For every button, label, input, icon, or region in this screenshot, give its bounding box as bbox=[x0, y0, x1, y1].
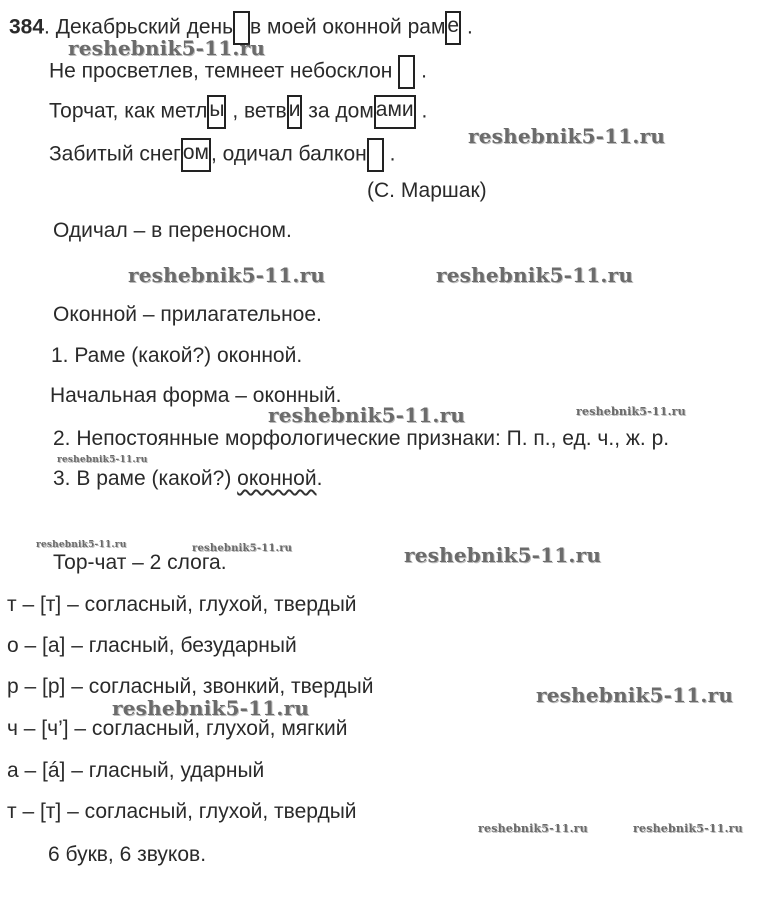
ending-box: ы bbox=[207, 95, 226, 129]
empty-morpheme-box bbox=[367, 138, 384, 172]
phonetic-row: т – [т] – согласный, глухой, твердый bbox=[7, 800, 357, 823]
watermark: reshebnik5-11.ru bbox=[57, 455, 148, 465]
poem-text: , ветв bbox=[232, 99, 287, 123]
watermark: reshebnik5-11.ru bbox=[68, 36, 266, 60]
phonetic-row: т – [т] – согласный, глухой, твердый bbox=[7, 593, 357, 616]
watermark: reshebnik5-11.ru bbox=[468, 124, 666, 148]
watermark: reshebnik5-11.ru bbox=[436, 263, 634, 287]
poem-text: . bbox=[466, 15, 473, 39]
analysis-item-1: 1. Раме (какой?) оконной. bbox=[51, 344, 303, 367]
poem-text: . bbox=[421, 59, 427, 83]
analysis-item-3 bbox=[53, 466, 322, 492]
poem-text: Забитый снег bbox=[49, 142, 181, 166]
poem-text: Торчат, как метл bbox=[49, 99, 208, 123]
ending-box: е bbox=[445, 11, 461, 45]
figurative-note: Одичал – в переносном. bbox=[53, 219, 292, 242]
initial-form: Начальная форма – оконный. bbox=[50, 384, 342, 407]
poem-line-2 bbox=[49, 55, 427, 89]
watermark: reshebnik5-11.ru bbox=[536, 683, 734, 707]
poem-line-3 bbox=[49, 95, 427, 129]
poem-text: . bbox=[421, 99, 428, 123]
watermark: reshebnik5-11.ru bbox=[128, 263, 326, 287]
watermark: reshebnik5-11.ru bbox=[268, 403, 466, 427]
poem-author: (С. Маршак) bbox=[367, 179, 487, 202]
poem-line-4 bbox=[49, 138, 395, 172]
watermark: reshebnik5-11.ru bbox=[192, 543, 293, 554]
watermark: reshebnik5-11.ru bbox=[576, 405, 686, 418]
analysis-text: 3. В раме (какой?) bbox=[53, 467, 238, 490]
part-of-speech-note: Оконной – прилагательное. bbox=[53, 303, 322, 326]
phonetic-row: р – [р] – согласный, звонкий, твердый bbox=[7, 675, 374, 698]
exercise-number: 384 bbox=[9, 15, 45, 39]
empty-morpheme-box bbox=[398, 55, 415, 89]
analysis-item-2: 2. Непостоянные морфологические признаки: П. п., ед. ч., ж. р. bbox=[53, 427, 670, 450]
watermark: reshebnik5-11.ru bbox=[36, 540, 127, 550]
watermark: reshebnik5-11.ru bbox=[404, 543, 602, 567]
ending-box: ом bbox=[181, 138, 211, 172]
poem-text: . Декабрьский день bbox=[44, 15, 234, 39]
poem-text: Не просветлев, темнеет небосклон bbox=[49, 59, 393, 83]
phonetic-row: ч – [ч’] – согласный, глухой, мягкий bbox=[7, 717, 348, 740]
watermark: reshebnik5-11.ru bbox=[633, 822, 743, 835]
phonetic-row: а – [á] – гласный, ударный bbox=[7, 759, 265, 782]
watermark: reshebnik5-11.ru bbox=[112, 696, 310, 720]
ending-box: ами bbox=[374, 95, 416, 129]
poem-text: . bbox=[389, 142, 396, 166]
phonetic-row: о – [а] – гласный, безударный bbox=[7, 634, 297, 657]
poem-text: , одичал балкон bbox=[210, 142, 367, 166]
underlined-word: оконной bbox=[237, 467, 317, 490]
poem-text: за дом bbox=[308, 99, 374, 123]
watermark: reshebnik5-11.ru bbox=[478, 822, 588, 835]
analysis-text: . bbox=[316, 467, 323, 490]
poem-text: в моей оконной рам bbox=[250, 15, 446, 39]
ending-box: и bbox=[287, 95, 303, 129]
phonetic-summary: 6 букв, 6 звуков. bbox=[48, 843, 207, 866]
syllables-note: Тор-чат – 2 слога. bbox=[53, 551, 227, 574]
